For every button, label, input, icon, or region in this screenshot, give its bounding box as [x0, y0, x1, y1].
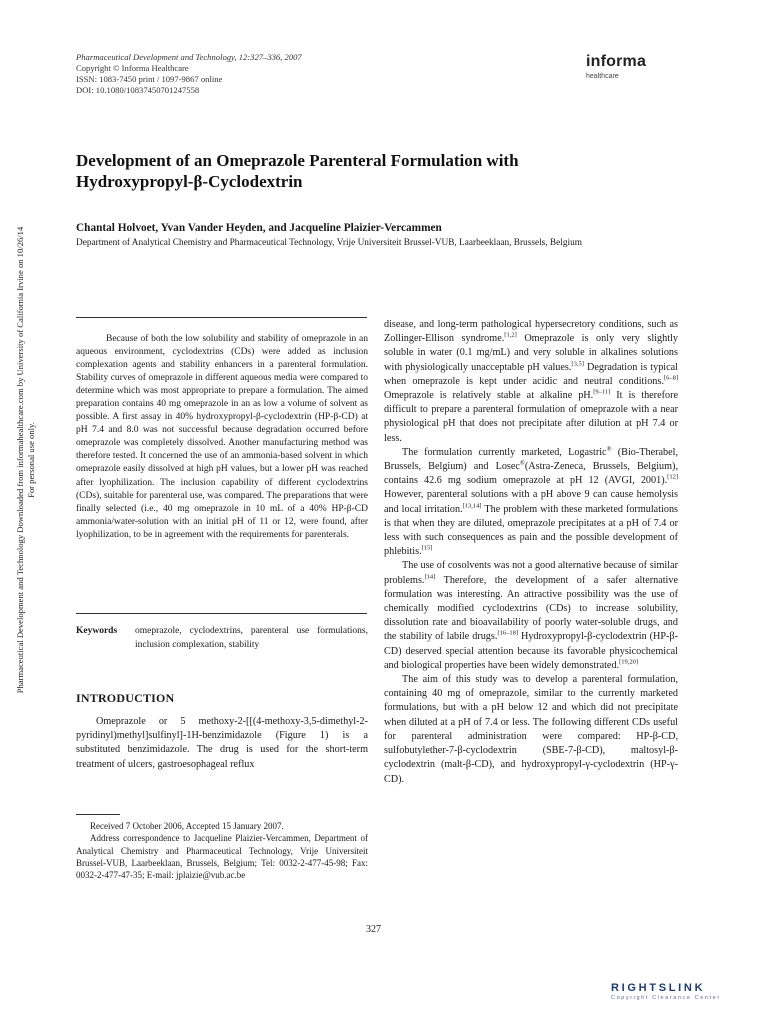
correspondence-note: Address correspondence to Jacqueline Plaizier-Vercammen, Department of Analytical Chemistry and Pharmaceutical Technology, Vrije Universiteit Brussel-VUB, Laarbeeklaan, Brussels, Belgium; Tel: 0032-2-477-45-98; Fax: 0032-2-477-47-35; E-mail: jplaizie@vub.ac.be	[76, 833, 368, 881]
registered-mark: ®	[606, 445, 612, 453]
abstract-top-rule	[76, 317, 367, 318]
abstract-bottom-rule	[76, 613, 367, 614]
citation-ref[interactable]: [14]	[424, 573, 436, 581]
citation-ref[interactable]: [13,14]	[462, 502, 482, 510]
citation-ref[interactable]: [16–18]	[497, 630, 518, 638]
download-line-2: For personal use only.	[26, 422, 36, 498]
copyright-line: Copyright © Informa Healthcare	[76, 63, 189, 73]
right-paragraph-2: The formulation currently marketed, Logastric® (Bio-Therabel, Brussels, Belgium) and Losec®(Astra-Zeneca, Brussels, Belgium), contains 42.6 mg sodium omeprazole at pH 12 (AVGI, 2001).[12] However, parenteral solutions with a pH above 9 can cause hemolysis and local irritation.[13,14] The problem with these marketed formulations is that when they are diluted, omeprazole precipitates at a pH of 7.4 or less with such consequences as pain and the possible development of phlebitis.[15]	[384, 445, 679, 558]
keywords-label: Keywords	[76, 626, 118, 636]
citation-ref[interactable]: [9–11]	[593, 388, 611, 396]
citation-ref[interactable]: [15]	[421, 544, 433, 552]
page-number: 327	[366, 924, 381, 935]
right-paragraph-4: The aim of this study was to develop a parenteral formulation, containing 40 mg of omeprazole, similar to the currently marketed formulations, but with a pH below 12 and which did not precipitate when diluted at a pH of 7.4 or less. The following different CDs useful for parenteral administration were compared: HP-β-CD, sulfobutylether-7-β-cyclodextrin (SBE-7-β-CD), maltosyl-β-cyclodextrin (malt-β-CD), and hydroxypropyl-γ-cyclodextrin (HP-γ-CD).	[384, 674, 678, 785]
publisher-logo-sub: healthcare	[586, 73, 619, 80]
introduction-heading: INTRODUCTION	[76, 691, 175, 705]
download-notice	[15, 200, 37, 720]
right-paragraph-1: disease, and long-term pathological hypersecretory conditions, such as Zollinger-Ellison syndrome.[1,2] Omeprazole is only very slightly soluble in water (0.1 mg/mL) and very soluble in alkalines solutions with physiologically unacceptable pH values.[3,5] Degradation is typical when omeprazole is kept under acidic and neutral conditions.[6–8] Omeprazole is relatively stable at alkaline pH.[9–11] It is therefore difficult to prepare a parenteral formulation of omeprazole with a near physiological pH that does not precipitate after dilution at pH 7.4 or less.	[384, 319, 678, 444]
rightslink-word: RIGHTSLINK	[611, 982, 706, 994]
keywords-list: omeprazole, cyclodextrins, parenteral use formulations, inclusion complexation, stability	[135, 626, 368, 650]
footnote-rule	[76, 814, 120, 815]
citation-ref[interactable]: [3,5]	[571, 360, 584, 368]
article-authors: Chantal Holvoet, Yvan Vander Heyden, and Jacqueline Plaizier-Vercammen	[76, 222, 442, 234]
article-title: Development of an Omeprazole Parenteral Formulation with Hydroxypropyl-β-Cyclodextrin	[76, 151, 519, 191]
rightslink-sub: Copyright Clearance Center	[611, 995, 721, 1001]
journal-citation: Pharmaceutical Development and Technology, 12:327–336, 2007	[76, 52, 302, 62]
publisher-logo	[586, 53, 646, 81]
right-paragraph-3: The use of cosolvents was not a good alternative because of similar problems.[14] Therefore, the development of a safer alternative formulation was interesting. An attractive possibility was the use of chemically modified cyclodextrins (CDs) to increase solubility, dissolution rate and bioavailability of poorly water-soluble drugs, and the stability of labile drugs.[16–18] Hydroxypropyl-β-cyclodextrin (HP-β-CD) deserved special attention because its favorable physicochemical and biological properties have been widely demonstrated.[19,20]	[384, 560, 678, 671]
article-affiliation: Department of Analytical Chemistry and Pharmaceutical Technology, Vrije Universiteit Brussel-VUB, Laarbeeklaan, Brussels, Belgium	[76, 238, 582, 248]
journal-header	[76, 52, 302, 96]
abstract: Because of both the low solubility and stability of omeprazole in an aqueous environment, cyclodextrins (CDs) were added as inclusion complexation agents and stability enhancers in a parenteral formulation. Stability curves of omeprazole in different aqueous media were compared to determine which was most appropriate to prepare a formulation. The aimed preparation contains 40 mg omeprazole in an as low a volume of solvent as possible. A first assay in 40% hydroxypropyl-β-cyclodextrin (HP-β-CD) at pH 7.4 and 8.0 was not successful because degradation occurred before omeprazole was completely dissolved. Another manufacturing method was therefore tested. It concerned the use of an ammonia-based solvent in which omeprazole easily dissolved at high pH values, but a lower pH was reached after lyophilization. The inclusion capability of different cyclodextrins (CDs), suitable for parenteral use, was compared. The preparations that were finally selected (i.e., 40 mg omeprazole in 10 mL of a 40% HP-β-CD ammonia/water-solution with an initial pH of 11 or 12, were found, after lyophilization, to be in agreement with the requirements for parenterals.	[76, 334, 368, 540]
publisher-logo-word: informa	[586, 53, 647, 70]
registered-mark: ®	[519, 459, 525, 467]
footnotes	[76, 820, 368, 881]
keywords-block	[76, 625, 368, 652]
citation-ref[interactable]: [6–8]	[663, 374, 678, 382]
download-line-1: Pharmaceutical Development and Technology Downloaded from informahealthcare.com by University of California Irvine on 10/26/14	[15, 226, 25, 694]
right-column	[384, 318, 678, 787]
citation-ref[interactable]: [19,20]	[619, 658, 639, 666]
citation-ref[interactable]: [1,2]	[504, 331, 517, 339]
rightslink-logo[interactable]	[611, 982, 721, 1002]
issn-line: ISSN: 1083-7450 print / 1097-9867 online	[76, 74, 223, 84]
received-note: Received 7 October 2006, Accepted 15 January 2007.	[90, 821, 284, 831]
doi-line[interactable]: DOI: 10.1080/10837450701247558	[76, 85, 200, 95]
citation-ref[interactable]: [12]	[667, 473, 678, 481]
introduction-paragraph: Omeprazole or 5 methoxy-2-[[(4-methoxy-3,5-dimethyl-2-pyridinyl)methyl]sulfinyl]-1H-benzimidazole (Figure 1) is a substituted benzimidazole. The drug is used for the short-term treatment of ulcers, gastroesophageal reflux	[76, 716, 368, 770]
